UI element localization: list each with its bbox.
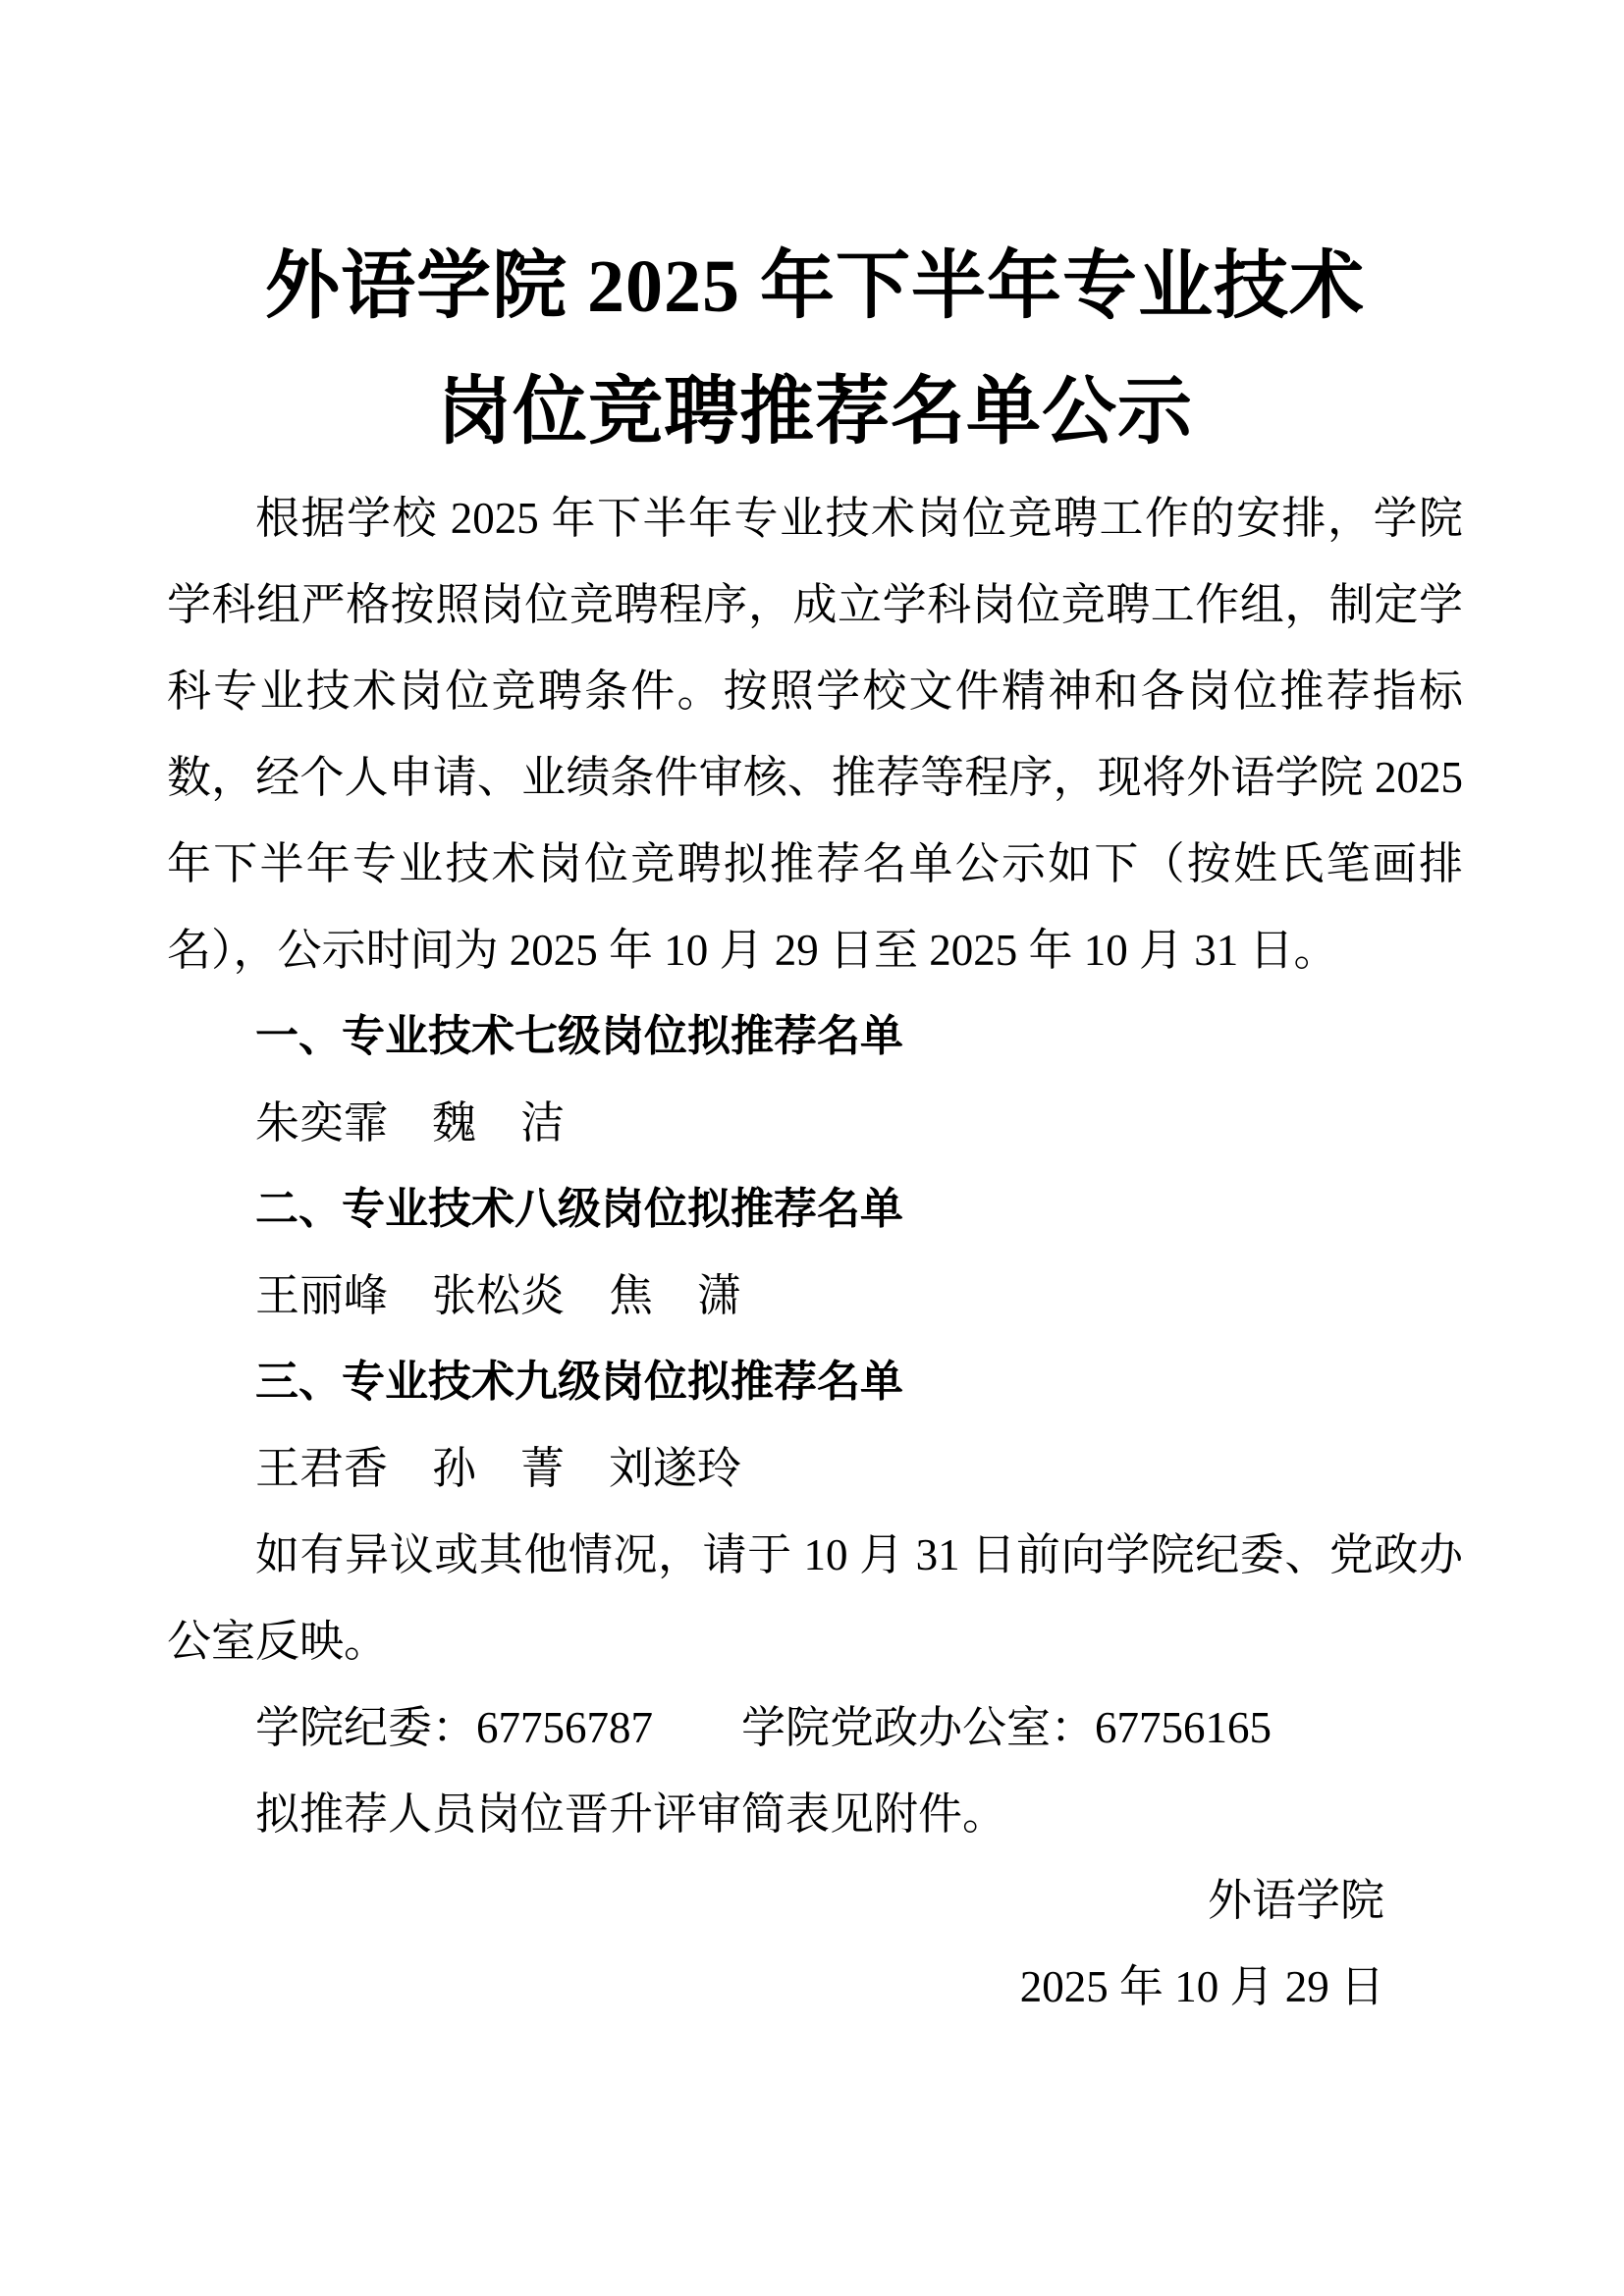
signature-name: 外语学院: [1207, 1876, 1384, 1925]
section-2-names: 王丽峰 张松炎 焦 潇: [255, 1271, 742, 1320]
doc-title-line-1: 外语学院 2025 年下半年专业技术: [265, 245, 1365, 328]
section-3-names: 王君香 孙 菁 刘遂玲: [255, 1444, 742, 1493]
objection-paragraph: 如有异议或其他情况，请于 10 月 31 日前向学院纪委、党政办公室反映。: [167, 1530, 1463, 1666]
document-body: [167, 475, 1463, 2030]
section-1-heading: 一、专业技术七级岗位拟推荐名单: [255, 1012, 903, 1060]
intro-paragraph: 根据学校 2025 年下半年专业技术岗位竞聘工作的安排，学院学科组严格按照岗位竞聘程序，成立学科岗位竞聘工作组，制定学科专业技术岗位竞聘条件。按照学校文件精神和各岗位推荐指标数，经个人申请、业绩条件审核、推荐等程序，现将外语学院 2025 年下半年专业技术岗位竞聘拟推荐名单公示如下（按姓氏笔画排名），公示时间为 2025 年 10 月 29 日至 2025 年 10 月 31 日。: [167, 494, 1463, 975]
signature-date: 2025 年 10 月 29 日: [1019, 1962, 1384, 2011]
attachment-line: 拟推荐人员岗位晋升评审简表见附件。: [255, 1789, 1007, 1839]
document-title: [167, 224, 1463, 475]
signature-block: [167, 1857, 1463, 2030]
doc-title-line-2: 岗位竞聘推荐名单公示: [437, 371, 1193, 454]
section-3-heading: 三、专业技术九级岗位拟推荐名单: [255, 1358, 903, 1406]
section-2-heading: 二、专业技术八级岗位拟推荐名单: [255, 1185, 903, 1233]
section-1-names: 朱奕霏 魏 洁: [255, 1098, 566, 1148]
contact-line: 学院纪委：67756787 学院党政办公室：67756165: [255, 1703, 1272, 1752]
